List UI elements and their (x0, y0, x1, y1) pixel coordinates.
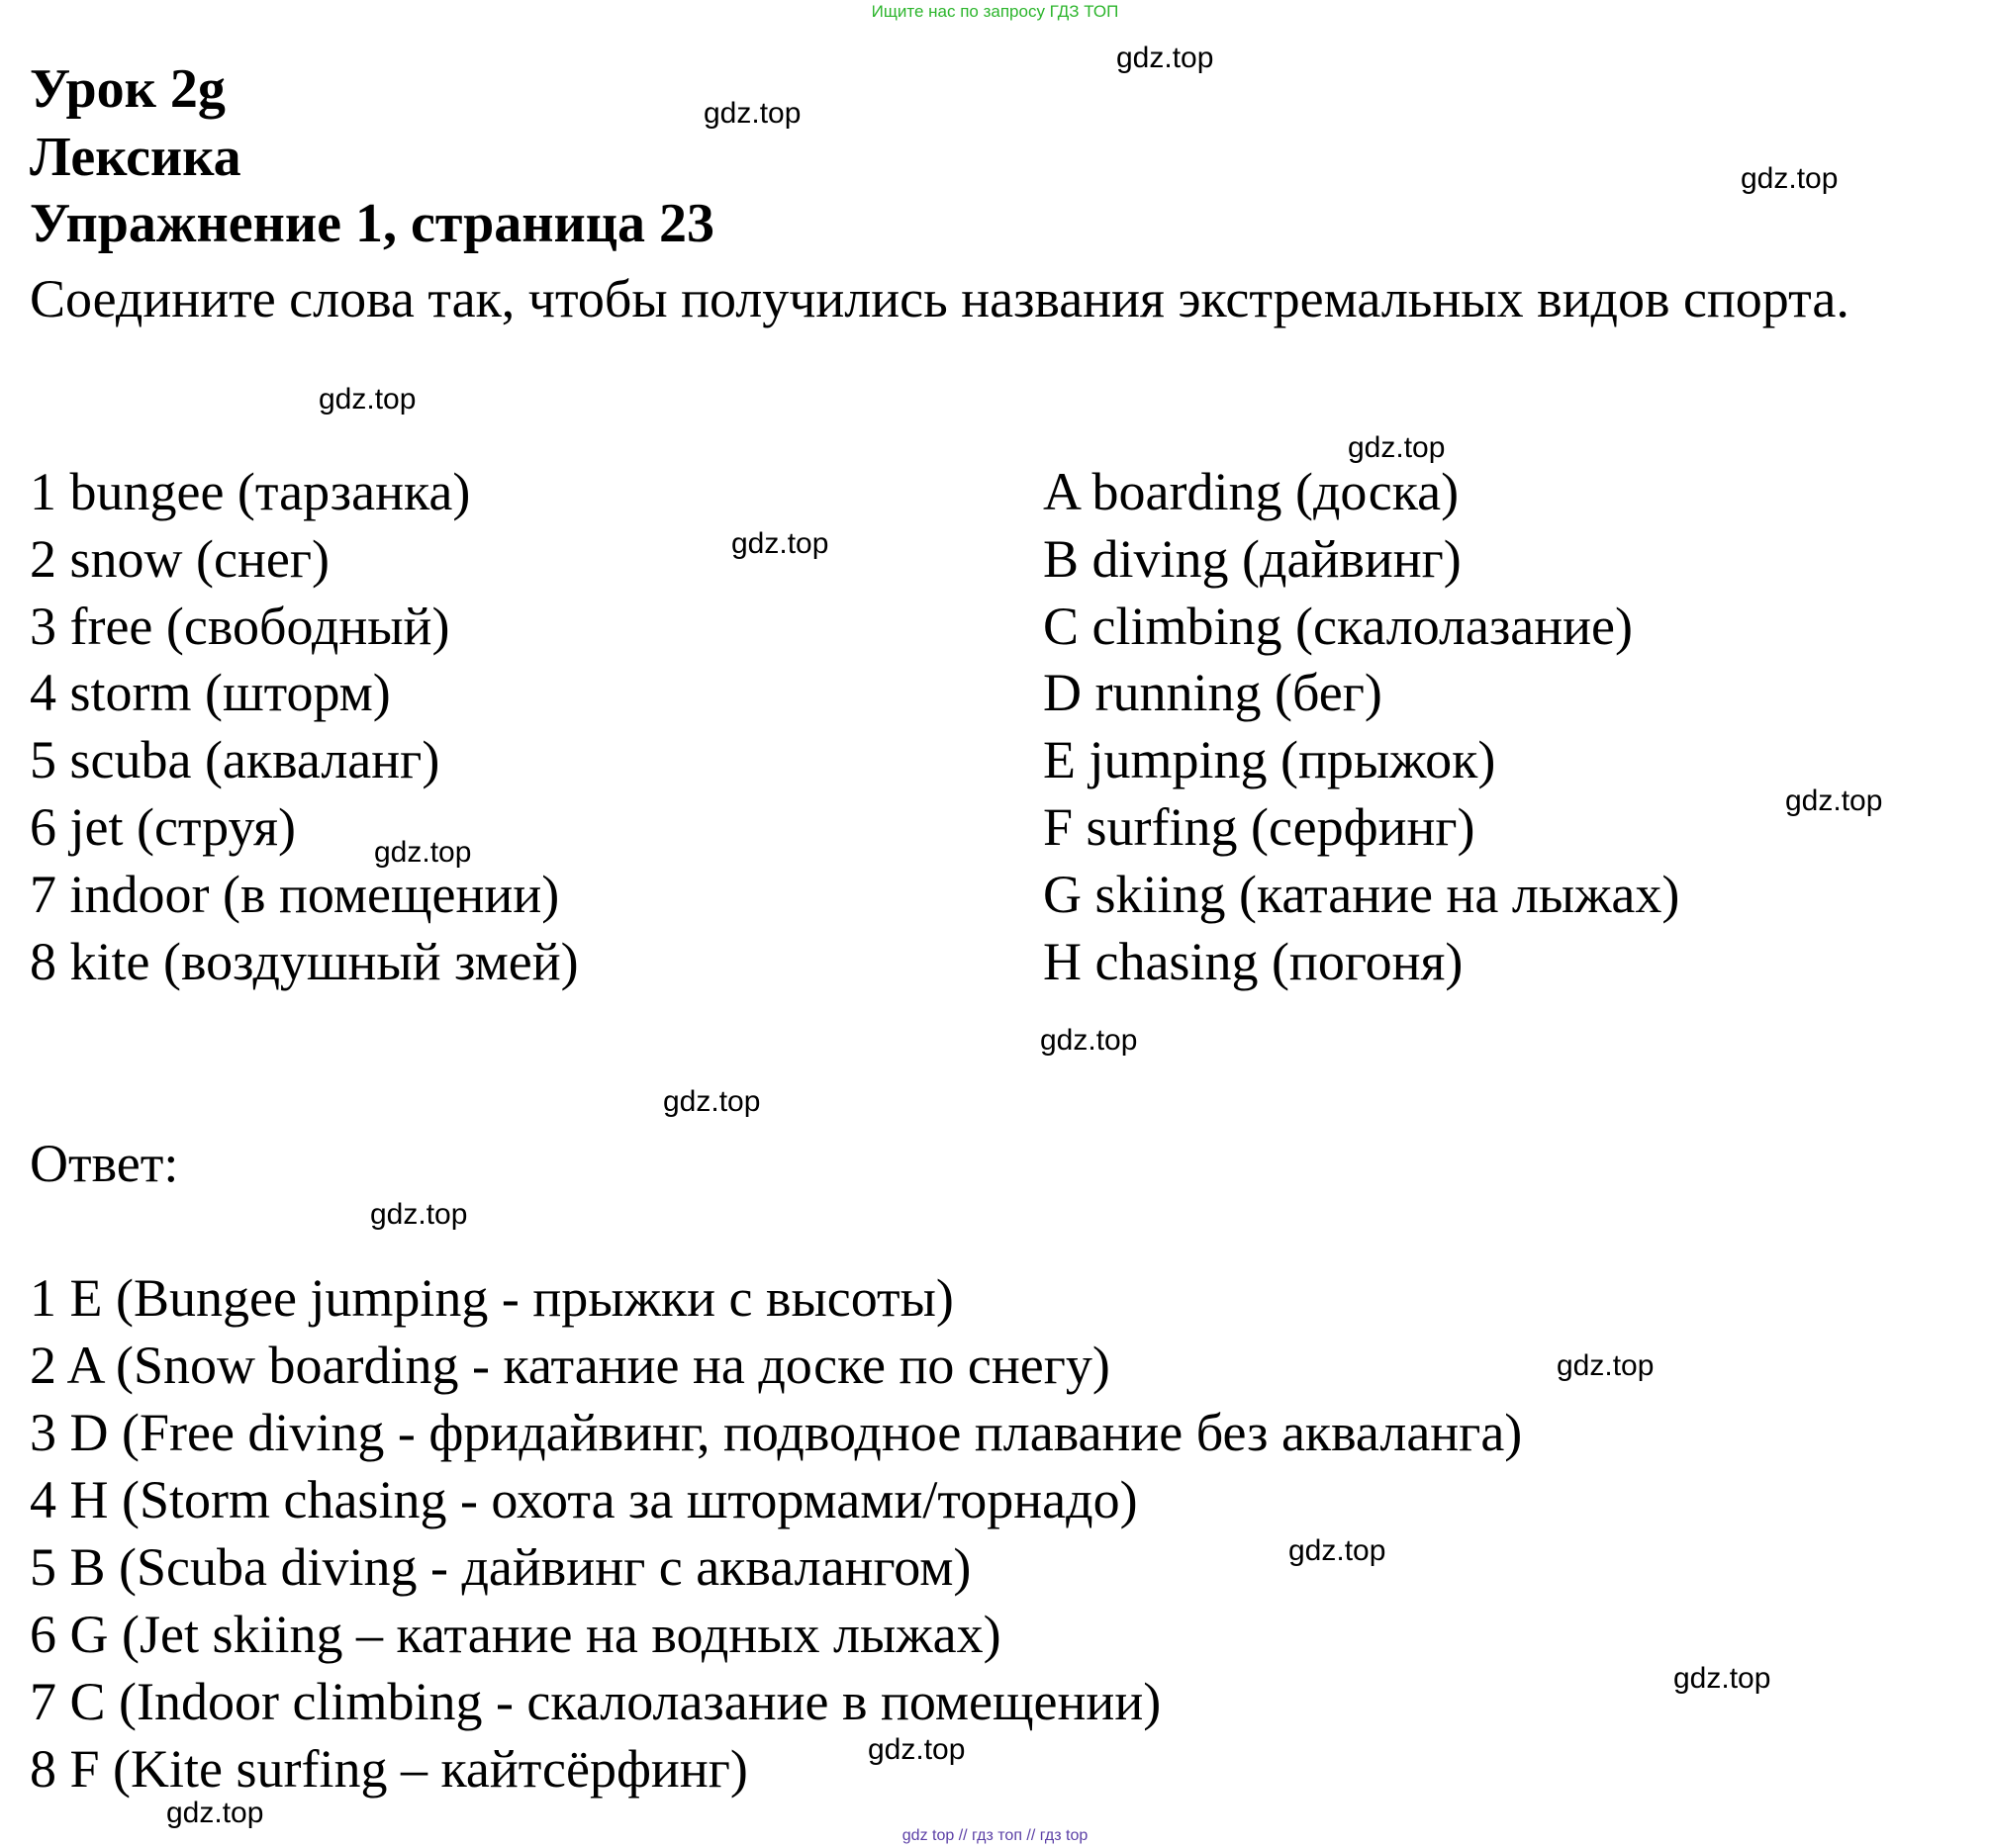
watermark: gdz.top (1348, 431, 1446, 464)
top-banner: Ищите нас по запросу ГДЗ ТОП (871, 2, 1119, 21)
right-word-g: G skiing (катание на лыжах) (1043, 865, 1680, 924)
right-word-a: A boarding (доска) (1043, 462, 1460, 521)
lesson-title: Урок 2g (30, 58, 226, 120)
answer-1: 1 E (Bungee jumping - прыжки с высоты) (30, 1268, 954, 1328)
answer-5: 5 B (Scuba diving - дайвинг с аквалангом) (30, 1537, 972, 1597)
right-word-f: F surfing (серфинг) (1043, 797, 1475, 857)
answer-label: Ответ: (30, 1134, 179, 1193)
right-word-d: D running (бег) (1043, 663, 1382, 722)
left-word-7: 7 indoor (в помещении) (30, 865, 560, 924)
answer-7: 7 C (Indoor climbing - скалолазание в помещении) (30, 1672, 1162, 1731)
right-word-h: H chasing (погоня) (1043, 932, 1464, 991)
left-word-5: 5 scuba (акваланг) (30, 730, 440, 789)
exercise-title: Упражнение 1, страница 23 (30, 193, 715, 254)
footer-links: gdz top // гдз топ // гдз top (901, 1827, 1089, 1844)
left-word-6: 6 jet (струя) (30, 797, 296, 857)
watermark: gdz.top (1673, 1662, 1771, 1695)
right-word-c: C climbing (скалолазание) (1043, 597, 1634, 656)
watermark: gdz.top (1040, 1024, 1138, 1057)
watermark: gdz.top (704, 97, 802, 130)
watermark: gdz.top (166, 1797, 264, 1829)
watermark: gdz.top (868, 1733, 966, 1766)
watermark: gdz.top (1116, 42, 1214, 74)
right-word-e: E jumping (прыжок) (1043, 730, 1496, 789)
watermark: gdz.top (374, 836, 472, 869)
answer-8: 8 F (Kite surfing – кайтсёрфинг) (30, 1739, 748, 1799)
watermark: gdz.top (1741, 162, 1839, 195)
answer-4: 4 H (Storm chasing - охота за штормами/торнадо) (30, 1470, 1138, 1529)
right-word-b: B diving (дайвинг) (1043, 529, 1462, 589)
left-word-4: 4 storm (шторм) (30, 663, 391, 722)
watermark: gdz.top (731, 527, 829, 560)
answer-3: 3 D (Free diving - фридайвинг, подводное плавание без акваланга) (30, 1403, 1523, 1462)
watermark: gdz.top (1557, 1349, 1655, 1382)
watermark: gdz.top (319, 383, 417, 416)
left-word-1: 1 bungee (тарзанка) (30, 462, 471, 521)
left-word-3: 3 free (свободный) (30, 597, 450, 656)
answer-2: 2 A (Snow boarding - катание на доске по снегу) (30, 1336, 1110, 1395)
watermark: gdz.top (663, 1085, 761, 1118)
exercise-instruction: Соедините слова так, чтобы получились названия экстремальных видов спорта. (30, 269, 1849, 328)
left-word-2: 2 snow (снег) (30, 529, 330, 589)
section-title: Лексика (30, 127, 241, 188)
left-word-8: 8 kite (воздушный змей) (30, 932, 579, 991)
watermark: gdz.top (1785, 785, 1883, 817)
watermark: gdz.top (1288, 1534, 1386, 1567)
watermark: gdz.top (370, 1198, 468, 1231)
answer-6: 6 G (Jet skiing – катание на водных лыжах) (30, 1605, 1001, 1664)
